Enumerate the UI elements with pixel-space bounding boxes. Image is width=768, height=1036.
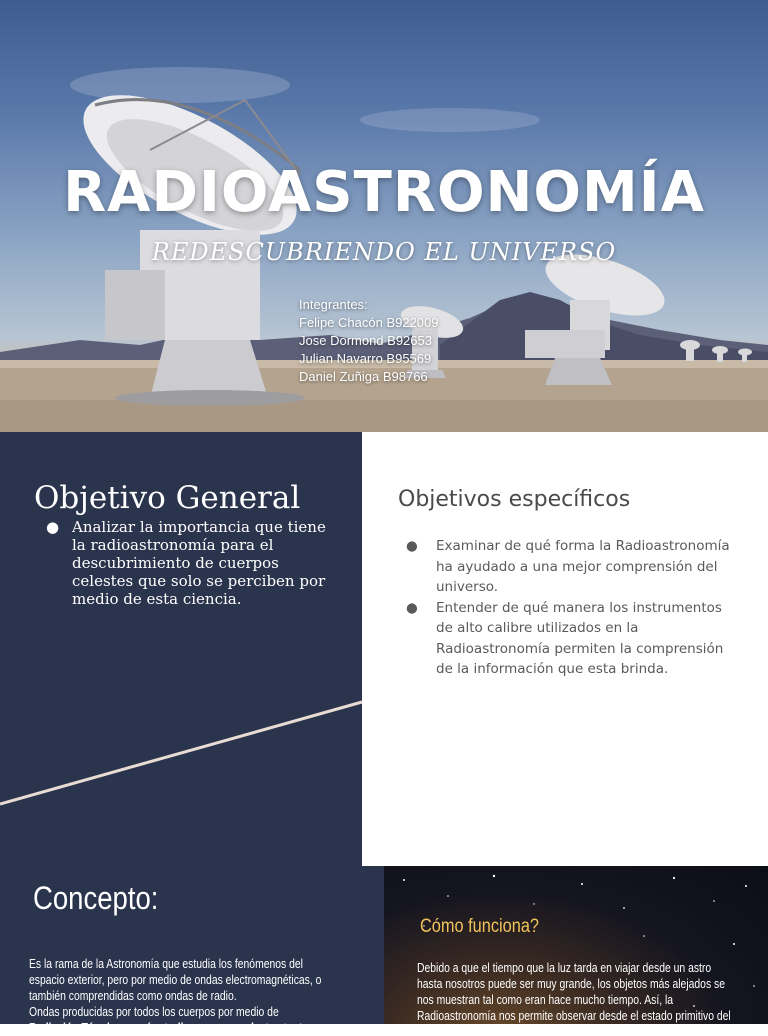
how-line: hasta nosotros puede ser muy grande, los objetos más alejados se <box>417 977 725 991</box>
member-name: Daniel Zuñiga B98766 <box>299 369 428 384</box>
general-objective-title: Objetivo General <box>34 480 301 516</box>
concept-line: Es la rama de la Astronomía que estudia los fenómenos del <box>29 957 303 971</box>
member-name: Felipe Chacón B922009 <box>299 315 439 330</box>
members-block <box>299 296 439 386</box>
general-objective-panel <box>0 432 362 866</box>
how-it-works-title: Cómo funciona? <box>420 916 540 937</box>
specific-objectives-title: Objetivos específicos <box>398 487 631 512</box>
general-objective-text: Analizar la importancia que tiene la radioastronomía para el descubrimiento de cuerpos celestes que solo se perciben por medio de esta ciencia. <box>72 518 326 608</box>
bullet-dot-icon: ● <box>46 518 60 536</box>
concept-line: espacio exterior, pero por medio de ondas electromagnéticas, o <box>29 973 322 987</box>
member-name: Jose Dormond B92653 <box>299 333 432 348</box>
concept-panel <box>0 866 384 1035</box>
bullet-dot-icon: ● <box>406 538 418 554</box>
presentation-subtitle: REDESCUBRIENDO EL UNIVERSO <box>151 238 617 266</box>
concept-title: Concepto: <box>33 880 159 916</box>
list-item <box>406 536 736 598</box>
concept-line: Ondas producidas por todos los cuerpos por medio de <box>29 1005 279 1019</box>
how-line: Radioastronomía nos permite observar desde el estado primitivo del <box>417 1009 731 1023</box>
specific-objective-text: Entender de qué manera los instrumentos de alto calibre utilizados en la Radioastronomía permiten la comprensión de la información que esta brinda. <box>436 599 724 677</box>
general-objective-list <box>38 518 338 608</box>
how-it-works-panel <box>384 866 768 1024</box>
member-name: Julian Navarro B95569 <box>299 351 432 366</box>
concept-text <box>29 956 344 1036</box>
list-item <box>406 598 736 680</box>
presentation-title: RADIOASTRONOMÍA <box>63 160 705 225</box>
title-slide <box>0 0 768 432</box>
concept-line: también comprendidas como ondas de radio. <box>29 989 237 1003</box>
specific-objectives-panel <box>362 432 768 866</box>
bullet-dot-icon: ● <box>406 599 418 616</box>
specific-objectives-list <box>406 536 736 680</box>
how-line: nos muestran tal como eran hace mucho tiempo. Así, la <box>417 993 674 1007</box>
how-line: Debido a que el tiempo que la luz tarda en viajar desde un astro <box>417 961 712 975</box>
specific-objective-text: Examinar de qué forma la Radioastronomía ha ayudado a una mejor comprensión del universo. <box>436 538 730 595</box>
concept-line: Radiación Térmica, y así estudiar cuerpos celestes tanto <box>29 1021 309 1035</box>
members-label: Integrantes: <box>299 297 368 312</box>
how-it-works-text <box>417 960 749 1024</box>
list-item <box>38 518 338 608</box>
